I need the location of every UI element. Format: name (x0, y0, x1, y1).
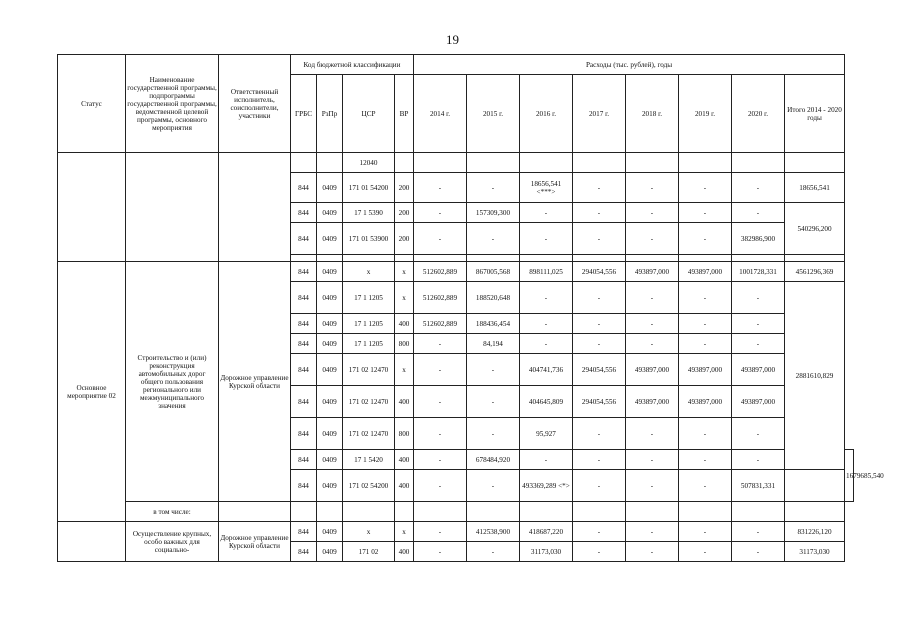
header-2014: 2014 г. (414, 75, 467, 153)
table-row: 844 0409 171 02 12470 800 - - 95,927 - - - - (58, 418, 854, 450)
responsible-cell-empty (219, 153, 291, 262)
header-2015: 2015 г. (467, 75, 520, 153)
header-rzpr: РзПр (317, 75, 343, 153)
table-row: Основное мероприятие 02 Строительство и (или) реконструкция автомобильных дорог общего пользования регионального или межмуниципального значения Дорожное управление Курской области 844 0409 х х 512602,889 867005,568 898111,025 294054,556 493897,000 493897,000 1001728,331 4561296,369 (58, 262, 854, 282)
row-total: 31173,030 (785, 542, 845, 562)
status-main-activity: Основное мероприятие 02 (58, 262, 126, 522)
table-row (58, 502, 854, 522)
table-row: 844 0409 171 01 54200 200 - - 18656,541 <***> - - - - 18656,541 (58, 173, 854, 203)
header-name: Наименование государственной программы, подпрограммы государственной программы, ведомственной целевой программы, основного мероприятия (126, 55, 219, 153)
header-total: Итого 2014 - 2020 годы (785, 75, 845, 153)
table-row (58, 153, 854, 173)
row-total: 18656,541 (785, 173, 845, 203)
table-row: 844 0409 171 02 12470 х - - 404741,736 294054,556 493897,000 493897,000 493897,000 (58, 354, 854, 386)
table-row: 844 0409 171 01 53900 200 - - - - - - 382986,900 (58, 223, 854, 255)
header-vr: ВР (395, 75, 414, 153)
subactivity-responsible: Дорожное управление Курской области (219, 522, 291, 562)
table-row: 844 0409 17 1 5420 400 - 678484,920 - - - - - 1679685,540 (58, 450, 854, 470)
merged-total: 540296,200 (785, 203, 845, 255)
header-csr: ЦСР (343, 75, 395, 153)
table-row: 844 0409 171 02 54200 400 - - 493369,289 <*> - - - 507831,331 (58, 470, 854, 502)
merged-total: 1679685,540 (845, 450, 854, 502)
table-row: 844 0409 17 1 1205 400 512602,889 188436,454 - - - - - (58, 314, 854, 334)
table-row: 844 0409 17 1 1205 х 512602,889 188520,648 - - - - - 2881610,829 (58, 282, 854, 314)
header-code-group: Код бюджетной классификации (291, 55, 414, 75)
header-row-1 (58, 55, 854, 75)
csr-continuation: 12040 (343, 153, 395, 173)
table-row: 844 0409 17 1 1205 800 - 84,194 - - - - - (58, 334, 854, 354)
table-row: 844 0409 171 02 400 - - 31173,030 - - - - 31173,030 (58, 542, 854, 562)
header-2018: 2018 г. (626, 75, 679, 153)
table-row: 844 0409 171 02 12470 400 - - 404645,809 294054,556 493897,000 493897,000 493897,000 (58, 386, 854, 418)
header-responsible: Ответственный исполнитель, соисполнители, участники (219, 55, 291, 153)
table-row: 844 0409 17 1 5390 200 - 157309,300 - - - - - 540296,200 (58, 203, 854, 223)
activity-responsible: Дорожное управление Курской области (219, 262, 291, 502)
subactivity-name: Осуществление крупных, особо важных для социально- (126, 522, 219, 562)
table-row: Осуществление крупных, особо важных для социально- Дорожное управление Курской области 844 0409 х х - 412538,900 418687,220 - - - - 831226,120 (58, 522, 854, 542)
header-2016: 2016 г. (520, 75, 573, 153)
header-expenses-group: Расходы (тыс. рублей), годы (414, 55, 845, 75)
row-total: 4561296,369 (785, 262, 845, 282)
including-label: в том числе: (126, 502, 219, 522)
header-2020: 2020 г. (732, 75, 785, 153)
merged-total: 2881610,829 (785, 282, 845, 470)
header-status: Статус (58, 55, 126, 153)
status-cell-empty (58, 153, 126, 262)
header-grbs: ГРБС (291, 75, 317, 153)
name-cell-empty (126, 153, 219, 262)
budget-table (57, 54, 884, 562)
header-2017: 2017 г. (573, 75, 626, 153)
page-number: 19 (446, 32, 459, 47)
header-2019: 2019 г. (679, 75, 732, 153)
row-total: 831226,120 (785, 522, 845, 542)
activity-name: Строительство и (или) реконструкция автомобильных дорог общего пользования регионального или межмуниципального значения (126, 262, 219, 502)
